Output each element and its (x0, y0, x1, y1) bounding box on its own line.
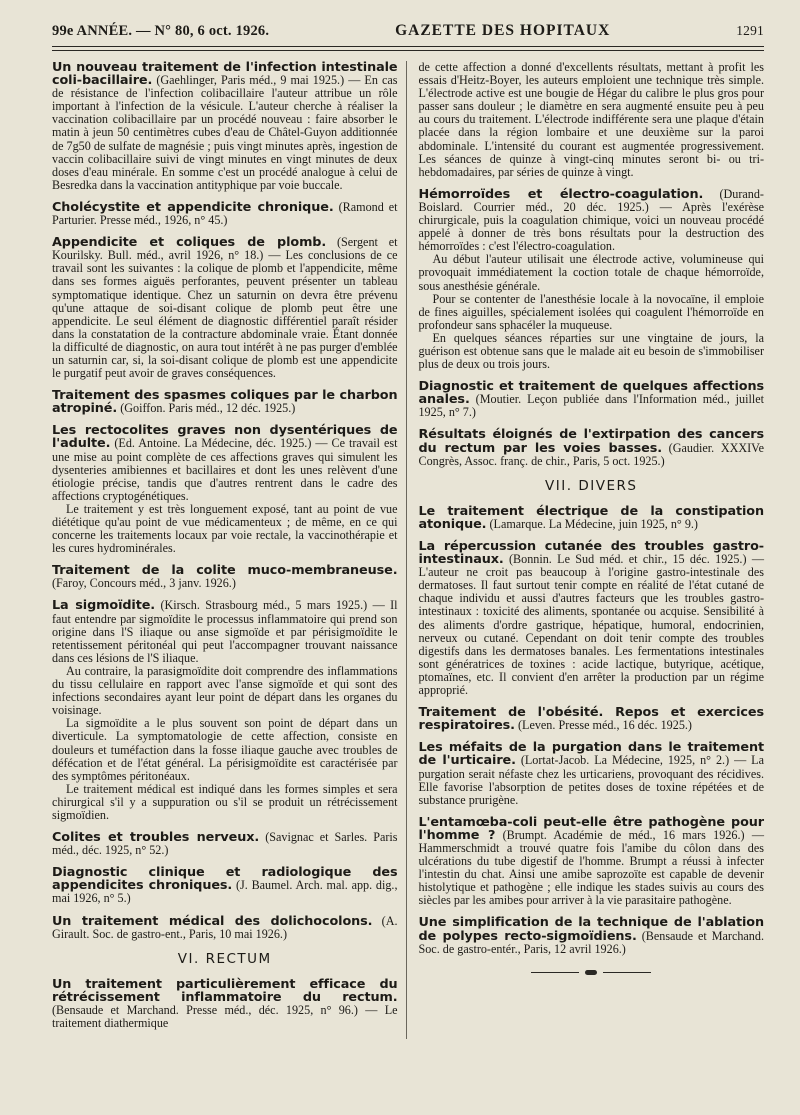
article-entry (52, 831, 398, 857)
article-paragraph: En quelques séances réparties sur une vingtaine de jours, la guérison est obtenue sans que le malade ait eu besoin de s'immobiliser plus de deux ou trois jours. (418, 330, 764, 372)
section-heading-divers: VII. DIVERS (545, 477, 638, 494)
article-reference: (Brumpt. Académie de méd., 16 mars 1926.) (502, 827, 745, 842)
article-title: Un nouveau traitement de l'infection intestinale coli-bacillaire. (52, 60, 398, 89)
article-title: Résultats éloignés de l'extirpation des cancers du rectum par les voies basses. (418, 427, 764, 456)
article-reference: (Ramond et Parturier. Presse méd., 1926, n° 45.) (52, 199, 398, 228)
article-reference: (Leven. Presse méd., 16 déc. 1925.) (518, 718, 692, 733)
article-entry (52, 564, 398, 590)
article-reference: (Kirsch. Strasbourg méd., 5 mars 1925.) (160, 598, 368, 613)
article-title: Appendicite et coliques de plomb. (52, 235, 327, 251)
article-entry (52, 978, 398, 1030)
article-reference: (Bonnin. Le Sud méd. et chir., 15 déc. 1925.) (509, 552, 747, 567)
article-entry (52, 424, 398, 555)
article-body: — Le traitement diathermique (52, 1003, 398, 1031)
article-title: Diagnostic clinique et radiologique des appendicites chroniques. (52, 865, 398, 894)
two-column-body (52, 61, 764, 1039)
article-reference: (A. Girault. Soc. de gastro-ent., Paris, 10 mai 1926.) (52, 913, 398, 941)
header-rule (52, 50, 764, 51)
article-reference: (Lortat-Jacob. La Médecine, 1925, n° 2.) (520, 753, 730, 768)
article-entry (52, 389, 398, 415)
article-title: Les méfaits de la purgation dans le traitement de l'urticaire. (418, 740, 764, 769)
article-entry (52, 236, 398, 380)
article-body: — La purgation serait néfaste chez les urticariens, provoquant des récidives. Elle favorise l'absorption de petites doses de toxine répétées et de substance prurigène. (418, 753, 764, 807)
left-column (52, 61, 406, 1039)
issue-info: 99e ANNÉE. — N° 80, 6 oct. 1926. (52, 23, 270, 39)
journal-title: GAZETTE DES HOPITAUX (395, 22, 611, 39)
article-reference: (Gaudier. XXXIVe Congrès, Assoc. franç. de chir., Paris, 5 oct. 1925.) (418, 440, 764, 468)
page-number: 1291 (736, 23, 764, 38)
article-body: — Les conclusions de ce travail sont les suivantes : la colique de plomb et l'appendicite, même dans ses formes aiguës perforantes, peuvent présenter un tableau symptomatique identique. Chez un saturnin on devra être prévenu qu'une attaque de soi-disant colique de plomb peut être une appendicite. Le seul élément de diagnostic différentiel paraît résider dans la constatation de la contracture abdominale vraie. Étant donnée la difficulté de diagnostic, on aura tout intérêt à ne pas purger d'emblée un saturnin car, si, la soi-disant colique de plomb est une appendicite le purgatif peut avoir de graves conséquences. (52, 248, 398, 381)
article-entry (418, 540, 764, 697)
article-paragraph: Pour se contenter de l'anesthésie locale à la novocaïne, il emploie de fines aiguilles, spécialement isolées qui coagulent l'hémorroïde en profondeur sans sphacéler la muqueuse. (418, 291, 764, 332)
article-reference: (Goiffon. Paris méd., 12 déc. 1925.) (120, 401, 296, 416)
article-entry (418, 505, 764, 531)
article-reference: (Gaehlinger, Paris méd., 9 mai 1925.) (156, 73, 345, 88)
article-title: Cholécystite et appendicite chronique. (52, 199, 334, 215)
article-title: Hémorroïdes et électro-coagulation. (418, 186, 704, 202)
article-entry (418, 916, 764, 955)
article-reference: (Durand-Boislard. Courrier méd., 20 déc. 1925.) (418, 186, 764, 214)
right-column (412, 61, 764, 1039)
article-title: La sigmoïdite. (52, 598, 156, 614)
article-reference: (J. Baumel. Arch. mal. app. dig., mai 1926, n° 5.) (52, 878, 398, 906)
article-paragraph: La sigmoïdite a le plus souvent son point de départ dans un diverticule. La symptomatologie de cette affection, consiste en douleurs et tuméfaction dans la fosse iliaque gauche avec troubles de défécation et de l'état général. La périsigmoïdite est caractérisée par des symptômes péritonéaux. (52, 716, 398, 783)
article-entry (418, 816, 764, 908)
article-title: Le traitement électrique de la constipation atonique. (418, 503, 764, 532)
article-body: — En cas de résistance de l'infection colibacillaire l'auteur attribue un rôle important à l'infection de la vésicule. L'auteur cherche à réaliser la vaccination colibacillaire par un procédé nouveau : faire absorber le matin à jeun 50 centimètres cubes d'eau de Châtel-Guyon additionnée de 7g50 de sulfate de magnésie ; puis vingt minutes après, ingestion de vaccin colibacillaire suivi de vingt minutes en vingt minutes de deux doses d'eau minérale. En somme c'est un procédé analogue à celui de Besredka dans la vaccination antityphique par voie buccale. (52, 73, 398, 192)
article-body: — L'auteur ne croit pas beaucoup à l'origine gastro-intestinale des dermatoses. Il faut surtout tenir compte en réalité de l'état cutané de chaque individu et aussi d'autres facteurs que les troubles gastro-intestinaux : toxicité des aliments, spontanée ou acquise. Sensibilité à des aliments d'ordre gastrique, hépatique, humoral, endocrinien, nerveux ou cutané. Cependant on doit tenir compte des troubles digestifs dans les dermatoses banales. Les fermentations intestinales sont génératrices de toxines : acide lactique, butyrique, acétique, ptomaïnes, etc. Il convient d'en arrêter la production par un régime approprié. (418, 552, 764, 698)
end-ornament (531, 970, 651, 976)
section-heading-rectum: VI. RECTUM (177, 950, 272, 967)
article-entry (418, 741, 764, 806)
article-entry (52, 599, 398, 822)
article-entry (52, 61, 398, 192)
article-title: Les rectocolites graves non dysentériques de l'adulte. (52, 423, 398, 452)
running-header (52, 22, 764, 47)
article-reference: (Ed. Antoine. La Médecine, déc. 1925.) (114, 436, 312, 451)
column-divider (406, 61, 407, 1039)
continuation-text: de cette affection a donné d'excellents résultats, mettant à profit les essais d'Heitz-Boyer, les auteurs emploient une technique très simple. L'électrode active est une bougie de Hégar du calibre le plus gros pour passer sans douleur ; le diamètre en sera augmenté ensuite peu à peu au cours du traitement. L'électrode indifférente sera une plaque d'étain placée dans la région lombaire et une deuxième sur la paroi abdominale. L'intensité du courant est augmentée progressivement. Les séances de quinze à vingt-cinq minutes seront bi- ou tri-hebdomadaires, par séries de quinze à vingt. (418, 60, 764, 179)
article-reference: (Lamarque. La Médecine, juin 1925, n° 9.) (489, 516, 698, 531)
article-entry (418, 428, 764, 467)
article-title: Un traitement médical des dolichocolons. (52, 913, 373, 929)
article-paragraph: Au début l'auteur utilisait une électrode active, volumineuse qui provoquait immédiatement la coction totale de chaque hémorroïde, sous anesthésie générale. (418, 252, 764, 293)
article-title: Diagnostic et traitement de quelques affections anales. (418, 379, 764, 408)
article-paragraph: Le traitement y est très longuement exposé, tant au point de vue diététique qu'au point de vue médicamenteux ; de même, en ce qui concerne les traitements locaux par voie rectale, la vaccinothérapie et les cures hydrominérales. (52, 501, 398, 556)
article-entry (52, 866, 398, 905)
article-title: Une simplification de la technique de l'ablation de polypes recto-sigmoïdiens. (418, 915, 764, 944)
article-title: Traitement de la colite muco-membraneuse. (52, 563, 398, 579)
article-title: L'entamœba-coli peut-elle être pathogène pour l'homme ? (418, 814, 764, 843)
article-reference: (Savignac et Sarles. Paris méd., déc. 1925, n° 52.) (52, 830, 398, 858)
article-paragraph: Le traitement médical est indiqué dans les formes simples et sera chirurgical s'il y a suppuration ou s'il se produit un rétrécissement sigmoïdien. (52, 781, 398, 822)
article-reference: (Faroy, Concours méd., 3 janv. 1926.) (52, 576, 236, 591)
article-entry (418, 706, 764, 732)
article-entry (52, 915, 398, 941)
article-reference: (Bensaude et Marchand. Soc. de gastro-entér., Paris, 12 avril 1926.) (418, 928, 764, 956)
article-body: — Ce travail est une mise au point complète de ces affections graves qui simulent les dysenteries amibiennes et bacillaires et dont les unes relèvent d'une étiologie précise, tandis que d'autres rentrent dans le cadre des affections cryptogénétiques. (52, 436, 398, 503)
article-continuation (418, 61, 764, 179)
article-entry (418, 380, 764, 419)
article-title: Colites et troubles nerveux. (52, 830, 260, 846)
article-entry (52, 201, 398, 227)
article-body: — Hammerschmidt a trouvé quatre fois l'amibe du côlon dans des ulcérations du tube digestif de l'homme. Brumpt a réussi à infecter l'intestin du chat. Ainsi une amibe saprozoïte est capable de devenir histolytique et pathogène ; elle indique les stades suivis au cours des siècles par les amibes pour arriver à la vie parasitaire pathogène. (418, 827, 764, 908)
article-reference: (Sergent et Kourilsky. Bull. méd., avril 1926, n° 18.) (52, 235, 398, 263)
article-title: Traitement de l'obésité. Repos et exercices respiratoires. (418, 705, 764, 734)
article-body: — Après l'exérèse chirurgicale, puis la coagulation chimique, voici un nouveau procédé appelé à donner de très bons résultats pour la destruction des hémorroïdes : c'est l'électro-coagulation. (418, 199, 764, 254)
article-reference: (Moutier. Leçon publiée dans l'Information méd., juillet 1925, n° 7.) (418, 392, 764, 420)
article-entry (418, 188, 764, 371)
article-body: — Il faut entendre par sigmoïdite le processus inflammatoire qui prend son origine dans l'S iliaque ou anse sigmoïde et par périsigmoïdite le retentissement péritonéal qui peut l'accompagner trouvant naissance dans ces lésions de l'S iliaque. (52, 598, 398, 665)
article-title: Traitement des spasmes coliques par le charbon atropiné. (52, 388, 398, 417)
article-paragraph: Au contraire, la parasigmoïdite doit comprendre des inflammations du tissu cellulaire en rapport avec l'anse sigmoïde et qui sont des infections secondaires ayant leur point de départ dans les organes du voisinage. (52, 663, 398, 718)
article-reference: (Bensaude et Marchand. Presse méd., déc. 1925, n° 96.) (52, 1003, 358, 1017)
article-title: La répercussion cutanée des troubles gastro-intestinaux. (418, 539, 764, 568)
article-title: Un traitement particulièrement efficace du rétrécissement inflammatoire du rectum. (52, 976, 398, 1005)
